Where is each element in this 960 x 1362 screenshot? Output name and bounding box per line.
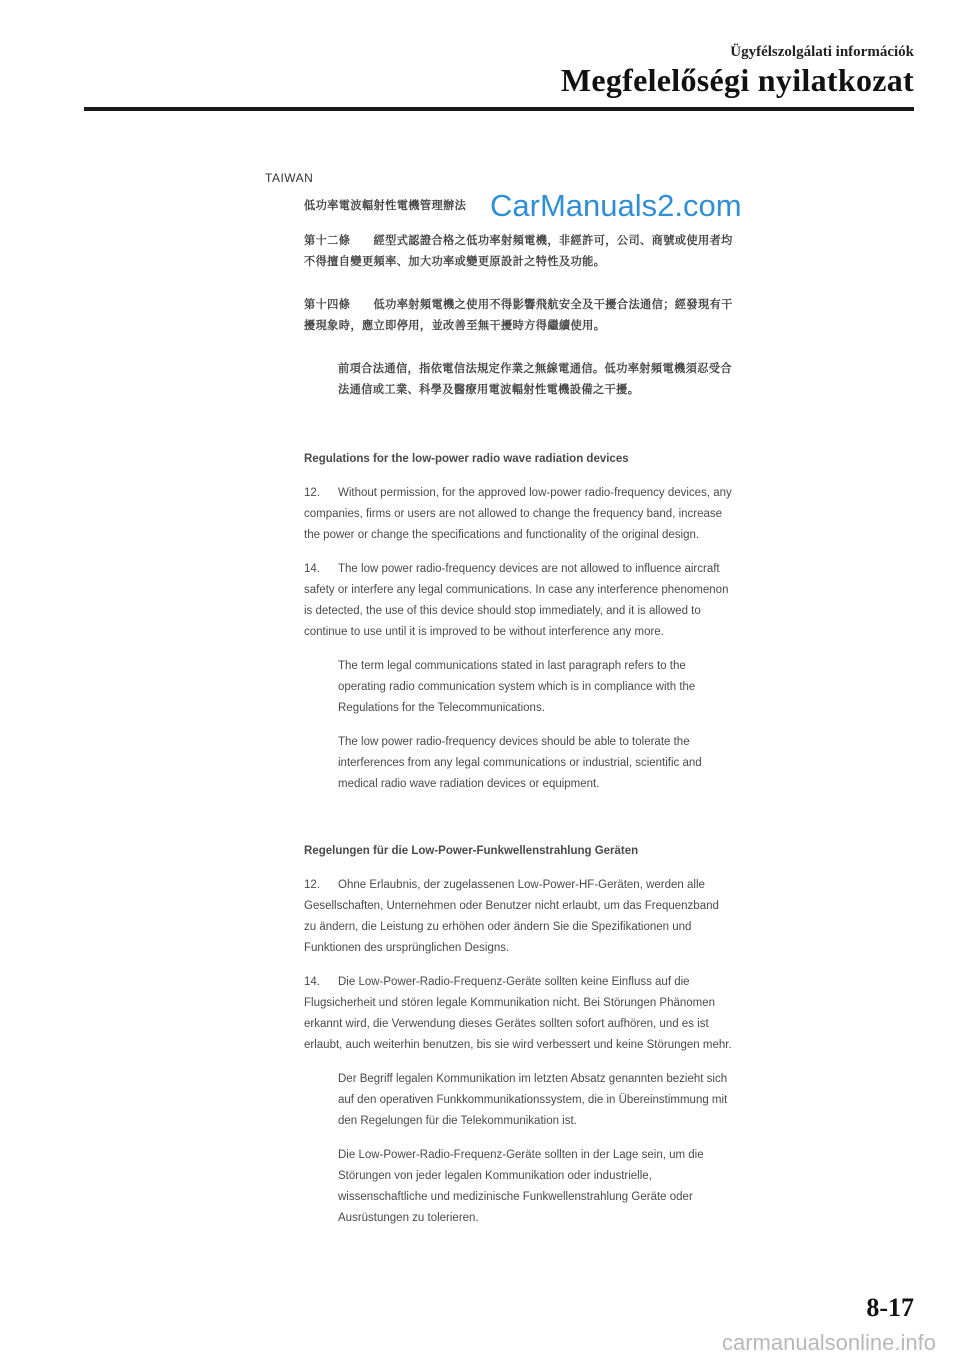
de-article-14-text: Die Low-Power-Radio-Frequenz-Geräte sollten keine Einfluss auf die Flugsicherheit und stören legale Kommunikation nicht. Bei Störungen Phänomen erkannt wird, die Verwendung dieses Gerätes sollten sofort aufhören, und es ist erlaubt, auch weiterhin benutzen, bis sie wird verbessert und keine Störungen mehr.: [304, 976, 732, 1051]
de-article-14: [304, 972, 734, 1056]
en-article-14: [304, 559, 734, 643]
en-title: Regulations for the low-power radio wave radiation devices: [304, 453, 629, 465]
scanned-notice: [304, 196, 734, 1229]
page-number: 8-17: [866, 1293, 914, 1322]
watermark-top: CarManuals2.com: [490, 188, 742, 223]
en-article-14-text: The low power radio-frequency devices are not allowed to influence aircraft safety or interfere any legal communications. In case any interference phenomenon is detected, the use of this device should stop immediately, and it is allowed to continue to use until it is improved to be without interference any more.: [304, 563, 729, 638]
header-rule: [84, 107, 914, 111]
en-paragraph-1: The term legal communications stated in last paragraph refers to the operating radio communication system which is in compliance with the Regulations for the Telecommunications.: [338, 660, 696, 714]
de-article-12-text: Ohne Erlaubnis, der zugelassenen Low-Power-HF-Geräten, werden alle Gesellschaften, Unternehmen oder Benutzer nicht erlaubt, um das Frequenzband zu ändern, die Leistung zu erhöhen oder ändern Sie die Spezifikationen und Funktionen des ursprünglichen Designs.: [304, 879, 719, 954]
zh-article-12: 第十二條 經型式認證合格之低功率射頻電機，非經許可，公司、商號或使用者均不得擅自變更頻率、加大功率或變更原設計之特性及功能。: [304, 235, 733, 268]
de-paragraph-2: Die Low-Power-Radio-Frequenz-Geräte sollten in der Lage sein, um die Störungen von jeder legalen Kommunikation oder industrielle, wissenschaftliche und medizinische Funkwellenstrahlung Geräte oder Ausrüstungen zu tolerieren.: [338, 1149, 704, 1224]
page-title: Megfelelőségi nyilatkozat: [560, 62, 914, 98]
de-article-14-number: 14.: [304, 976, 320, 988]
en-article-12-number: 12.: [304, 487, 320, 499]
header-section: Ügyfélszolgálati információk: [730, 44, 914, 60]
en-paragraph-2: The low power radio-frequency devices should be able to tolerate the interferences from any legal communications or industrial, scientific and medical radio wave radiation devices or equipment.: [338, 736, 702, 790]
watermark-bottom: carmanualsonline.info: [721, 1330, 936, 1355]
de-paragraph-1: Der Begriff legalen Kommunikation im letzten Absatz genannten bezieht sich auf den operativen Funkkommunikationssystem, die in Übereinstimmung mit den Regelungen für die Telekommunikation ist.: [338, 1073, 728, 1127]
en-article-12: [304, 483, 734, 546]
en-article-14-number: 14.: [304, 563, 320, 575]
en-article-12-text: Without permission, for the approved low-power radio-frequency devices, any companies, firms or users are not allowed to change the frequency band, increase the power or change the specifications and functionality of the original design.: [304, 487, 732, 541]
de-article-12: [304, 875, 734, 959]
de-article-12-number: 12.: [304, 879, 320, 891]
zh-article-14: 第十四條 低功率射頻電機之使用不得影響飛航安全及干擾合法通信；經發現有干擾現象時，應立即停用，並改善至無干擾時方得繼續使用。: [304, 299, 733, 332]
region-label: TAIWAN: [265, 171, 314, 185]
de-title: Regelungen für die Low-Power-Funkwellenstrahlung Geräten: [304, 845, 639, 857]
zh-title: 低功率電波輻射性電機管理辦法: [304, 200, 467, 212]
zh-paragraph: 前項合法通信，指依電信法規定作業之無線電通信。低功率射頻電機須忍受合法通信或工業、科學及醫療用電波輻射性電機設備之干擾。: [338, 363, 732, 396]
